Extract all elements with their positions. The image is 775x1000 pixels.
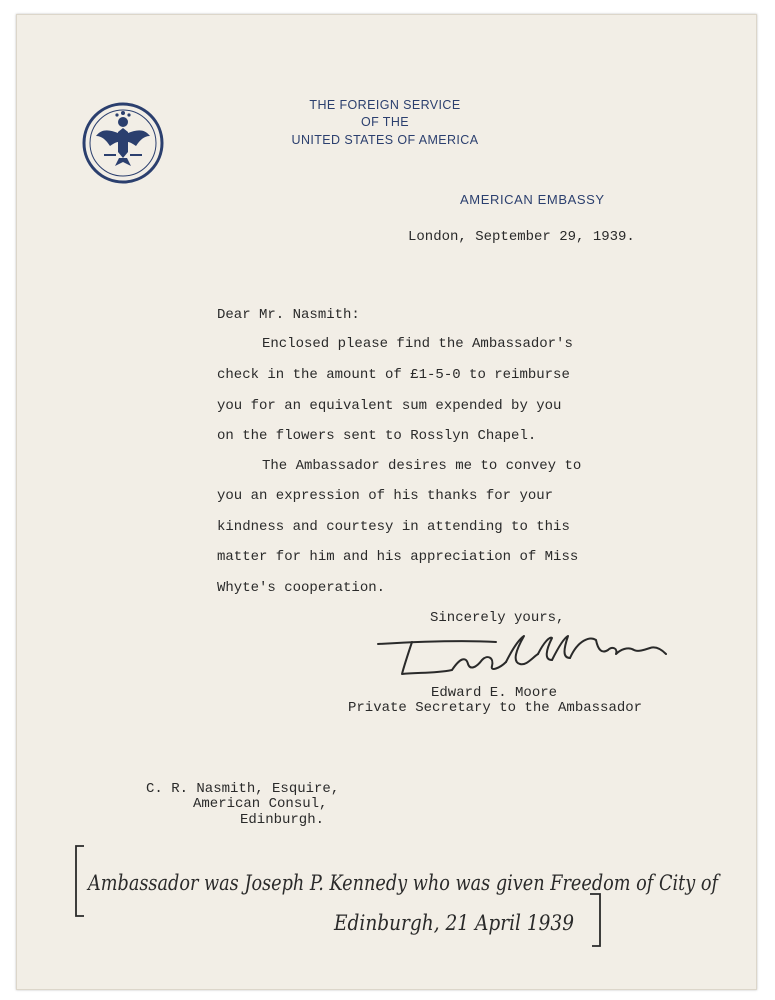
body-line: The Ambassador desires me to convey to (262, 458, 582, 474)
handwritten-note-line2: Edinburgh, 21 April 1939 (333, 911, 574, 935)
handwritten-note-line1: Ambassador was Joseph P. Kennedy who was given Freedom of City of (86, 871, 721, 895)
addressee-line2: American Consul, (193, 796, 328, 812)
letterhead-line3: UNITED STATES OF AMERICA (291, 133, 479, 147)
dateline: London, September 29, 1939. (408, 229, 635, 245)
body-line: you an expression of his thanks for your (217, 488, 554, 504)
addressee-line1: C. R. Nasmith, Esquire, (146, 781, 340, 797)
addressee-line3: Edinburgh. (240, 812, 325, 828)
embassy-heading: AMERICAN EMBASSY (460, 192, 605, 207)
body-line: matter for him and his appreciation of Miss (217, 549, 579, 565)
signature (372, 628, 672, 683)
signer-title: Private Secretary to the Ambassador (348, 700, 643, 716)
salutation: Dear Mr. Nasmith: (217, 307, 360, 323)
signer-name: Edward E. Moore (431, 685, 558, 701)
body-line: Enclosed please find the Ambassador's (262, 336, 573, 352)
great-seal-eagle-icon (82, 102, 164, 184)
handwritten-note (72, 838, 732, 953)
body-line: on the flowers sent to Rosslyn Chapel. (217, 428, 537, 444)
body-line: Whyte's cooperation. (217, 580, 386, 596)
closing: Sincerely yours, (430, 610, 565, 626)
body-line: check in the amount of £1-5-0 to reimburse (217, 367, 570, 383)
body-line: you for an equivalent sum expended by you (217, 398, 562, 414)
body-line: kindness and courtesy in attending to this (217, 519, 570, 535)
letterhead-line1: THE FOREIGN SERVICE (309, 98, 461, 112)
letterhead-line2: OF THE (360, 115, 409, 129)
